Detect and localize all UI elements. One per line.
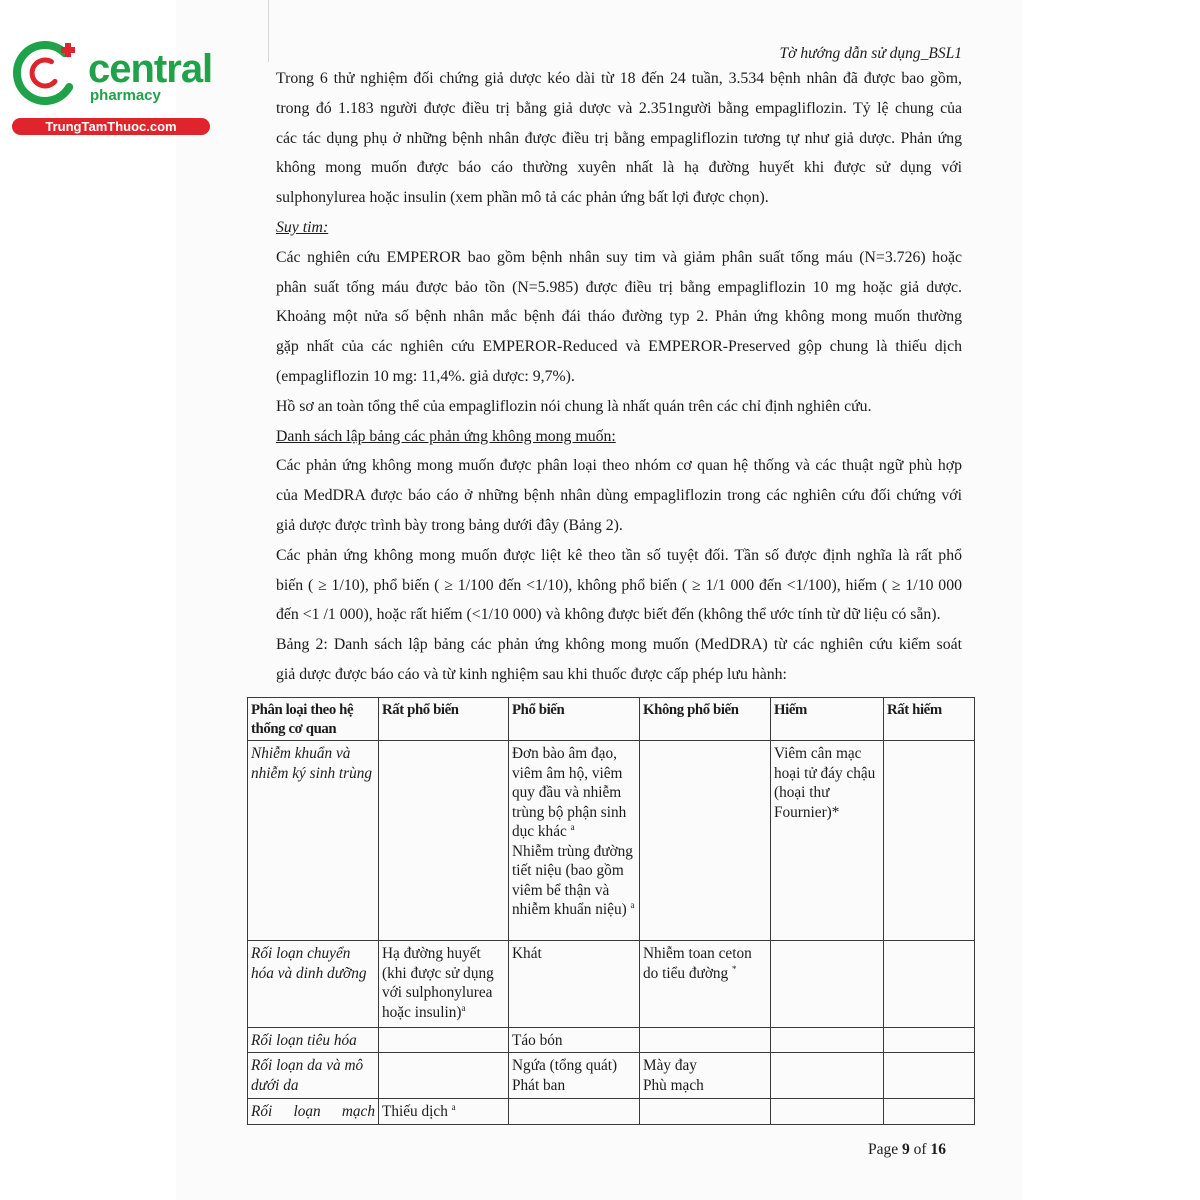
rare-cell	[771, 1099, 884, 1125]
logo-tagline: pharmacy	[90, 87, 161, 104]
footnote-marker: a	[570, 821, 575, 832]
text-line: đến <1 /1 000), hoặc rất hiếm (<1/10 000) và không được biết đến (không thể ước tính từ dữ liệu có sẵn).	[276, 606, 941, 624]
uncommon-cell	[640, 1028, 771, 1053]
common-cell	[509, 741, 640, 941]
text-line: Khoảng một nửa số bệnh nhân mắc bệnh đái tháo đường typ 2. Phản ứng không mong muốn thường	[276, 308, 962, 326]
reaction-text: Phát ban	[512, 1076, 566, 1094]
logo-green-ring	[17, 45, 69, 101]
footnote-marker: a	[630, 899, 635, 910]
table-row	[248, 1028, 975, 1053]
reaction-text: Ngứa (tổng quát)	[512, 1057, 618, 1074]
adverse-reaction	[643, 1076, 767, 1096]
adverse-reaction	[382, 944, 505, 1022]
text-line: Hồ sơ an toàn tổng thể của empagliflozin nói chung là nhất quán trên các chỉ định nghiên cứu.	[276, 397, 872, 415]
logo-red-inner-arc	[32, 60, 55, 86]
text-line: gặp nhất của các nghiên cứu EMPEROR-Reduced và EMPEROR-Preserved gộp chung là thiếu dịch	[276, 338, 962, 356]
logo-brand-name: central	[88, 47, 213, 91]
footnote-marker: a	[461, 1002, 466, 1013]
text-line: (empagliflozin 10 mg: 11,4%. giả dược: 9,7%).	[276, 367, 575, 385]
system-organ-class-cell: Rối loạn tiêu hóa	[248, 1028, 379, 1053]
page-current: 9	[902, 1141, 910, 1158]
text-line: biến ( ≥ 1/10), phổ biến ( ≥ 1/100 đến <1/10), không phổ biến ( ≥ 1/1 000 đến <1/100), hiếm ( ≥ 1/10 000	[276, 576, 962, 594]
page-number-footer	[868, 1141, 946, 1159]
text-line: của MedDRA được báo cáo ở những bệnh nhân dùng empagliflozin trong các nghiên cứu đối chứng với	[276, 487, 962, 505]
uncommon-cell	[640, 1099, 771, 1125]
text-line: Các phản ứng không mong muốn được phân loại theo nhóm cơ quan hệ thống và các thuật ngữ phù hợp	[276, 457, 962, 475]
reaction-text: Nhiễm toan ceton do tiểu đường	[643, 945, 752, 982]
text-line: sulphonylurea hoặc insulin (xem phần mô tả các phản ứng bất lợi được chọn).	[276, 189, 769, 207]
very-common-cell	[379, 941, 509, 1028]
reaction-text: Nhiễm trùng đường tiết niệu (bao gồm viêm bể thận và nhiễm khuẩn niệu)	[512, 842, 633, 918]
very-rare-cell	[884, 741, 975, 941]
reaction-text: Khát	[512, 945, 542, 962]
text-line: phân suất tống máu được bảo tồn (N=5.985) được điều trị bằng empagliflozin 10 mg hoặc giả dược.	[276, 278, 962, 296]
system-organ-class-cell: Nhiễm khuẩn và nhiễm ký sinh trùng	[248, 741, 379, 941]
page-of-label: of	[913, 1141, 927, 1158]
central-pharmacy-logo-icon	[0, 0, 90, 112]
uncommon-cell	[640, 1053, 771, 1099]
very-rare-cell	[884, 1028, 975, 1053]
reaction-text: Hạ đường huyết (khi được sử dụng với sulphonylurea hoặc insulin)	[382, 945, 494, 1021]
footnote-marker: *	[732, 963, 737, 974]
rare-cell	[771, 1053, 884, 1099]
text-line: Các nghiên cứu EMPEROR bao gồm bệnh nhân suy tim và giảm phân suất tống máu (N=3.726) hoặc	[276, 248, 962, 266]
table-header-row	[248, 698, 975, 741]
rare-cell	[771, 741, 884, 941]
section-heading-adverse-reactions-list: Danh sách lập bảng các phản ứng không mong muốn:	[276, 427, 616, 445]
reaction-text: Thiếu dịch	[382, 1103, 448, 1120]
logo-cross-vertical	[65, 43, 71, 57]
section-heading-heart-failure: Suy tim:	[276, 218, 329, 236]
system-organ-class-cell: Rối loạn mạch	[248, 1099, 379, 1125]
very-common-cell	[379, 1099, 509, 1125]
table-row	[248, 941, 975, 1028]
document-code-header: Tờ hướng dẫn sử dụng_BSL1	[779, 45, 962, 62]
column-header-uncommon: Không phổ biến	[640, 698, 771, 741]
page-edge-line	[268, 0, 269, 62]
table-caption-line: giả dược được báo cáo và từ kinh nghiệm sau khi thuốc được cấp phép lưu hành:	[276, 665, 787, 683]
very-rare-cell	[884, 1053, 975, 1099]
table-caption-line: Bảng 2: Danh sách lập bảng các phản ứng không mong muốn (MedDRA) từ các nghiên cứu kiểm soát	[276, 636, 962, 654]
text-line: giả dược được trình bày trong bảng dưới đây (Bảng 2).	[276, 516, 623, 534]
system-organ-class-cell: Rối loạn da và mô dưới da	[248, 1053, 379, 1099]
column-header-rare: Hiếm	[771, 698, 884, 741]
column-header-system-organ-class: Phân loại theo hệ thống cơ quan	[248, 698, 379, 741]
common-cell	[509, 1099, 640, 1125]
footnote-marker: a	[451, 1101, 456, 1112]
very-rare-cell	[884, 1099, 975, 1125]
body-text	[276, 64, 962, 690]
common-cell	[509, 1028, 640, 1053]
column-header-common: Phổ biến	[509, 698, 640, 741]
common-cell	[509, 941, 640, 1028]
adverse-reaction	[512, 744, 636, 842]
text-line: trong đó 1.183 người được điều trị bằng giả dược và 2.351người bằng empagliflozin. Tỷ lệ chung của	[276, 99, 962, 117]
page-total: 16	[930, 1141, 946, 1158]
adverse-reaction	[512, 1031, 636, 1051]
very-rare-cell	[884, 941, 975, 1028]
very-common-cell	[379, 741, 509, 941]
table-row	[248, 1099, 975, 1125]
adverse-reaction	[643, 944, 767, 983]
common-cell	[509, 1053, 640, 1099]
text-line: Các phản ứng không mong muốn được liệt kê theo tần số tuyệt đối. Tần số được định nghĩa là rất phổ	[276, 546, 962, 564]
adverse-reaction	[512, 944, 636, 964]
adverse-reaction	[512, 1056, 636, 1076]
uncommon-cell	[640, 941, 771, 1028]
adverse-reaction	[643, 1056, 767, 1076]
text-line: các tác dụng phụ ở những bệnh nhân được điều trị bằng empagliflozin tương tự như giả dược. Phản ứng	[276, 129, 962, 147]
system-organ-class-cell: Rối loạn chuyển hóa và dinh dưỡng	[248, 941, 379, 1028]
adverse-reaction	[512, 842, 636, 920]
logo-website-banner: TrungTamThuoc.com	[12, 118, 210, 135]
rare-cell	[771, 941, 884, 1028]
table-row	[248, 741, 975, 941]
text-line: Trong 6 thử nghiệm đối chứng giả dược kéo dài từ 18 đến 24 tuần, 3.534 bệnh nhân đã được bao gồm,	[276, 70, 962, 87]
reaction-text: Táo bón	[512, 1032, 563, 1049]
reaction-text: Mày đay	[643, 1057, 697, 1074]
text-line: không mong muốn được báo cáo thường xuyên nhất là hạ đường huyết khi được sử dụng với	[276, 159, 962, 177]
reaction-text: Phù mạch	[643, 1076, 704, 1094]
column-header-very-rare: Rất hiếm	[884, 698, 975, 741]
adverse-reactions-table	[247, 697, 975, 1125]
very-common-cell	[379, 1053, 509, 1099]
very-common-cell	[379, 1028, 509, 1053]
page-label: Page	[868, 1141, 899, 1158]
reaction-text: Đơn bào âm đạo, viêm âm hộ, viêm quy đầu và nhiễm trùng bộ phận sinh dục khác	[512, 745, 627, 840]
column-header-very-common: Rất phổ biến	[379, 698, 509, 741]
adverse-reaction	[774, 744, 880, 822]
uncommon-cell	[640, 741, 771, 941]
reaction-text: Viêm cân mạc hoại tử đáy chậu (hoại thư Fournier)*	[774, 745, 876, 821]
table-row	[248, 1053, 975, 1099]
rare-cell	[771, 1028, 884, 1053]
adverse-reaction	[382, 1102, 505, 1122]
adverse-reaction	[512, 1076, 636, 1096]
